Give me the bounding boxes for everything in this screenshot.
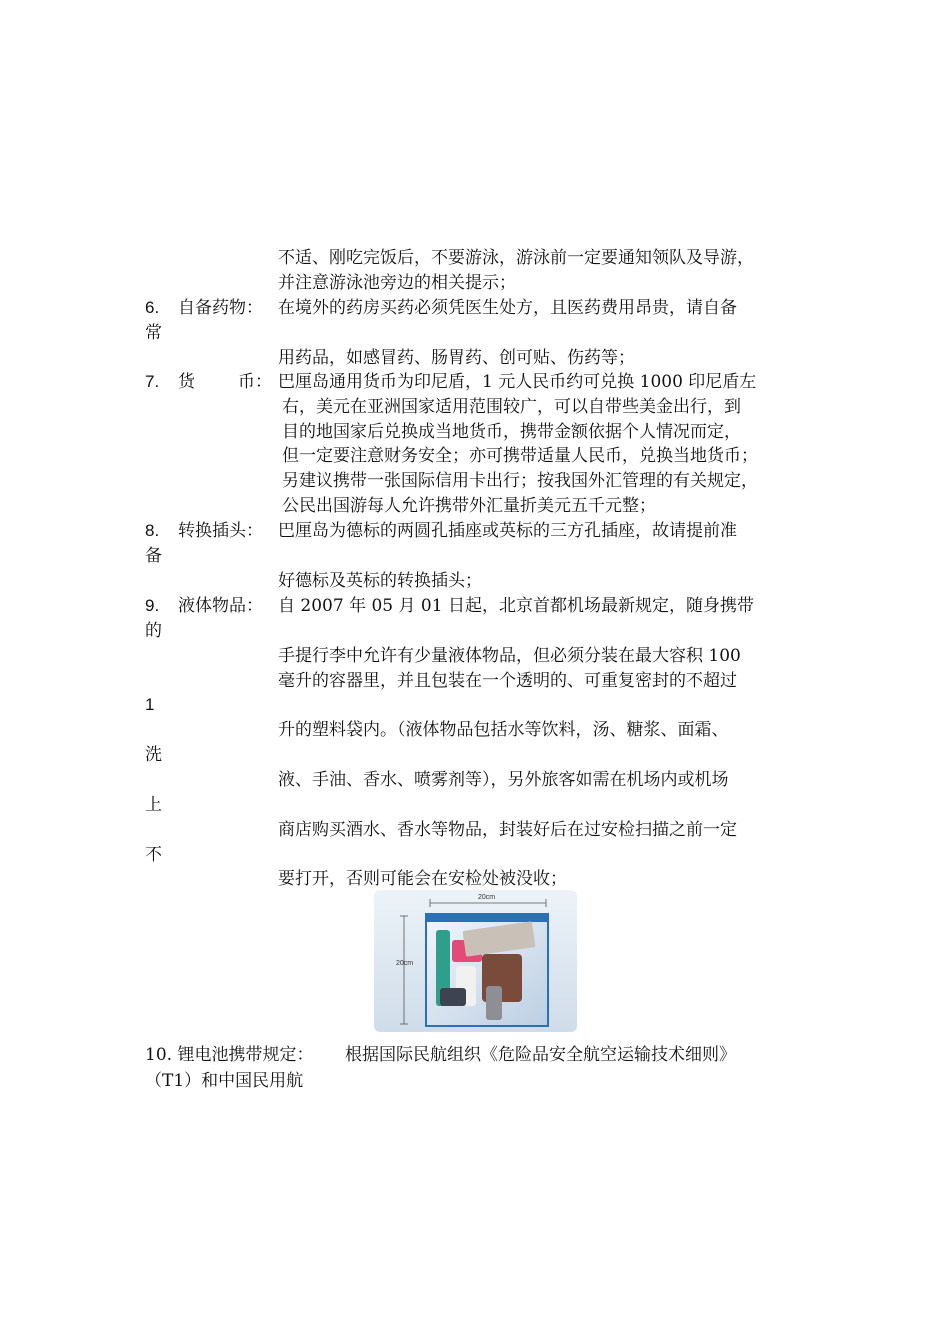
height-dimension-label: 20cm: [396, 960, 414, 967]
text-line: 升的塑料袋内。（液体物品包括水等饮料，汤、糖浆、面霜、: [278, 720, 729, 740]
item-label: 液体物品：: [178, 596, 263, 616]
text-line: 自 2007 年 05 月 01 日起，北京首都机场最新规定，随身携带: [278, 596, 754, 616]
text-line: 巴厘岛为德标的两圆孔插座或英标的三方孔插座，故请提前准: [278, 521, 737, 541]
item-heading: 10. 锂电池携带规定：: [145, 1045, 314, 1065]
text-line: 好德标及英标的转换插头；: [278, 571, 482, 591]
wrap-char: 常: [145, 323, 162, 343]
text-line: 巴厘岛通用货币为印尼盾，1 元人民币约可兑换 1000 印尼盾左: [278, 372, 757, 392]
text-line: 用药品，如感冒药、肠胃药、创可贴、伤药等；: [278, 348, 635, 368]
item-number: 9.: [145, 596, 160, 615]
text-line: 毫升的容器里，并且包装在一个透明的、可重复密封的不超过: [278, 671, 737, 691]
text-line: 公民出国游每人允许携带外汇量折美元五千元整；: [282, 496, 656, 516]
text-line: 手提行李中允许有少量液体物品，但必须分装在最大容积 100: [278, 646, 741, 666]
text-line: 根据国际民航组织《危险品安全航空运输技术细则》: [345, 1045, 736, 1065]
text-line: 另建议携带一张国际信用卡出行；按我国外汇管理的有关规定，: [282, 471, 758, 491]
item-number: 6.: [145, 298, 160, 317]
wrap-char: 不: [145, 845, 162, 865]
wrap-char: 1: [145, 695, 155, 714]
text-line: 但一定要注意财务安全；亦可携带适量人民币，兑换当地货币；: [282, 446, 758, 466]
wrap-char: 备: [145, 546, 162, 566]
text-line: 目的地国家后兑换成当地货币，携带金额依据个人情况而定，: [282, 422, 741, 442]
liquid-bag-photo: [374, 890, 577, 1032]
item-label: 货: [178, 372, 195, 392]
item-number: 7.: [145, 372, 160, 391]
wrap-char: 上: [145, 795, 162, 815]
text-line: 在境外的药房买药必须凭医生处方，且医药费用昂贵，请自备: [278, 298, 737, 318]
item-number: 8.: [145, 521, 160, 540]
width-dimension-label: 20cm: [478, 894, 496, 901]
text-line: 商店购买酒水、香水等物品，封装好后在过安检扫描之前一定: [278, 820, 737, 840]
text-line: 液、手油、香水、喷雾剂等），另外旅客如需在机场内或机场: [278, 770, 729, 790]
text-line: 右，美元在亚洲国家适用范围较广，可以自带些美金出行，到: [282, 397, 741, 417]
text-line: 不适、刚吃完饭后，不要游泳，游泳前一定要通知领队及导游，: [278, 248, 754, 268]
text-line: （T1）和中国民用航: [145, 1071, 304, 1091]
text-line: 要打开，否则可能会在安检处被没收；: [278, 869, 567, 889]
item-label: 转换插头：: [178, 521, 263, 541]
item-label: 币：: [238, 372, 272, 392]
item-label: 自备药物：: [178, 298, 263, 318]
text-line: 并注意游泳池旁边的相关提示；: [278, 273, 516, 293]
wrap-char: 的: [145, 621, 162, 641]
wrap-char: 洗: [145, 745, 162, 765]
